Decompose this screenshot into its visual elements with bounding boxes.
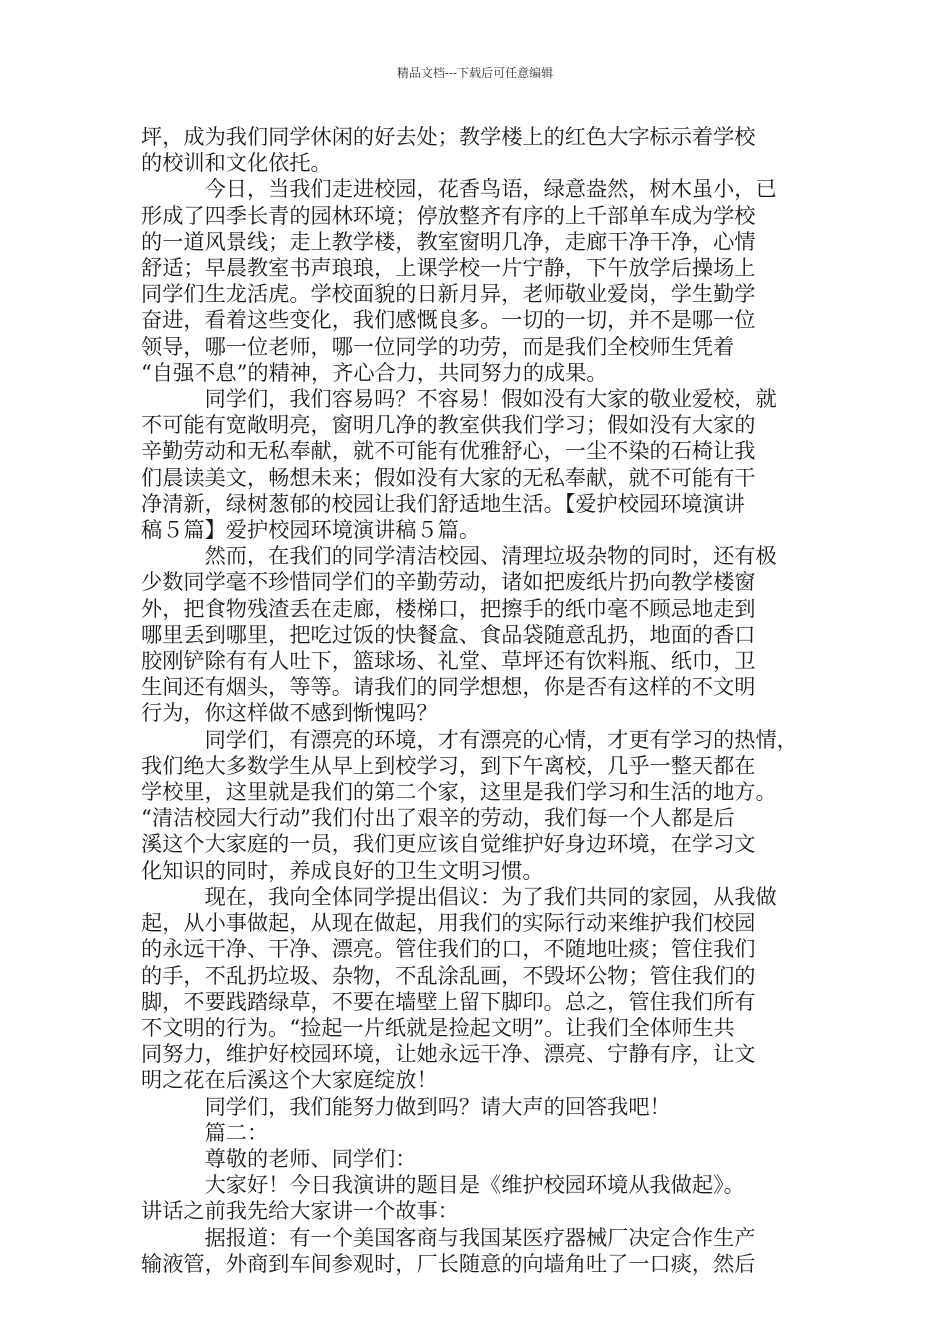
text-line: 外，把食物残渣丢在走廊，楼梯口，把擦手的纸巾毫不顾忌地走到: [141, 595, 756, 621]
text-line: 学校里，这里就是我们的第二个家，这里是我们学习和生活的地方。: [141, 779, 777, 805]
text-line: 起，从小事做起，从现在做起，用我们的实际行动来维护我们校园: [141, 910, 756, 936]
paragraph: [141, 1120, 809, 1146]
text-line: 据报道：有一个美国客商与我国某医疗器械厂决定合作生产: [204, 1224, 756, 1250]
text-line: 今日，当我们走进校园，花香鸟语，绿意盎然，树木虽小，已: [204, 176, 777, 202]
page-header: 精品文档---下载后可任意编辑: [396, 66, 554, 80]
text-line: 胶刚铲除有有人吐下，篮球场、礼堂、草坪还有饮料瓶、纸巾，卫: [141, 648, 756, 674]
paragraph: [141, 1172, 809, 1198]
text-line: 脚，不要践踏绿草，不要在墙壁上留下脚印。总之，管住我们所有: [141, 988, 756, 1014]
text-line: 大家好！今日我演讲的题目是《维护校园环境从我做起》。: [204, 1172, 745, 1198]
text-line: 行为，你这样做不感到惭愧吗？: [141, 700, 438, 726]
text-line: “自强不息”的精神，齐心合力，共同努力的成果。: [141, 359, 608, 385]
text-line: 溪这个大家庭的一员，我们更应该自觉维护好身边环境，在学习文: [141, 831, 756, 857]
text-line: 的手，不乱扔垃圾、杂物，不乱涂乱画，不毁坏公物；管住我们的: [141, 962, 756, 988]
text-line: 生间还有烟头，等等。请我们的同学想想，你是否有这样的不文明: [141, 674, 756, 700]
text-line: 的校训和文化依托。: [141, 150, 332, 176]
text-line: 稿５篇】爱护校园环境演讲稿５篇。: [141, 517, 481, 543]
text-line: 们晨读美文，畅想未来；假如没有大家的无私奉献，就不可能有干: [141, 464, 756, 490]
text-line: 同学们，我们能努力做到吗？请大声的回答我吧！: [204, 1093, 671, 1119]
text-line: 同学们，有漂亮的环境，才有漂亮的心情，才更有学习的热情，: [204, 726, 798, 752]
text-line: 不文明的行为。“捡起一片纸就是捡起文明”。让我们全体师生共: [141, 1014, 735, 1040]
text-line: 输液管，外商到车间参观时，厂长随意的向墙角吐了一口痰，然后: [141, 1250, 756, 1276]
text-line: 的永远干净、干净、漂亮。管住我们的口，不随地吐痰；管住我们: [141, 936, 756, 962]
document-body: [141, 124, 809, 1277]
paragraph: [141, 176, 809, 386]
text-line: 少数同学毫不珍惜同学们的辛勤劳动，诸如把废纸片扔向教学楼窗: [141, 569, 756, 595]
text-line: 篇二：: [204, 1119, 269, 1145]
text-line: 同努力，维护好校园环境，让她永远干净、漂亮、宁静有序，让文: [141, 1041, 756, 1067]
text-line: 领导，哪一位老师，哪一位同学的功劳，而是我们全校师生凭着: [141, 333, 735, 359]
paragraph: [141, 884, 809, 1094]
text-line: 不可能有宽敞明亮，窗明几净的教室供我们学习；假如没有大家的: [141, 412, 756, 438]
text-line: 然而，在我们的同学清洁校园、清理垃圾杂物的同时，还有极: [204, 543, 777, 569]
text-line: 奋进，看着这些变化，我们感慨良多。一切的一切，并不是哪一位: [141, 307, 756, 333]
text-line: 我们绝大多数学生从早上到校学习，到下午离校，几乎一整天都在: [141, 752, 756, 778]
text-line: 现在，我向全体同学提出倡议：为了我们共同的家园，从我做: [204, 883, 777, 909]
text-line: 辛勤劳动和无私奉献，就不可能有优雅舒心，一尘不染的石椅让我: [141, 438, 756, 464]
paragraph: [141, 1198, 809, 1224]
text-line: 净清新，绿树葱郁的校园让我们舒适地生活。【爱护校园环境演讲: [141, 490, 745, 516]
paragraph: [141, 1146, 809, 1172]
text-line: 讲话之前我先给大家讲一个故事：: [141, 1198, 459, 1224]
paragraph: [141, 124, 809, 176]
text-line: “清洁校园大行动”我们付出了艰辛的劳动，我们每一个人都是后: [141, 805, 735, 831]
paragraph: [141, 1225, 809, 1277]
text-line: 明之花在后溪这个大家庭绽放！: [141, 1067, 438, 1093]
text-line: 化知识的同时，养成良好的卫生文明习惯。: [141, 857, 544, 883]
paragraph: [141, 1094, 809, 1120]
paragraph: [141, 543, 809, 726]
paragraph: [141, 727, 809, 884]
text-line: 坪，成为我们同学休闲的好去处；教学楼上的红色大字标示着学校: [141, 124, 756, 149]
text-line: 同学们生龙活虎。学校面貌的日新月异，老师敬业爱岗，学生勤学: [141, 281, 756, 307]
text-line: 同学们，我们容易吗？不容易！假如没有大家的敬业爱校，就: [204, 386, 777, 412]
text-line: 舒适；早晨教室书声琅琅，上课学校一片宁静，下午放学后操场上: [141, 255, 756, 281]
text-line: 的一道风景线；走上教学楼，教室窗明几净，走廊干净干净，心情: [141, 228, 756, 254]
text-line: 哪里丢到哪里，把吃过饭的快餐盒、食品袋随意乱扔，地面的香口: [141, 621, 756, 647]
paragraph: [141, 386, 809, 543]
text-line: 尊敬的老师、同学们：: [204, 1145, 417, 1171]
text-line: 形成了四季长青的园林环境；停放整齐有序的上千部单车成为学校: [141, 202, 756, 228]
